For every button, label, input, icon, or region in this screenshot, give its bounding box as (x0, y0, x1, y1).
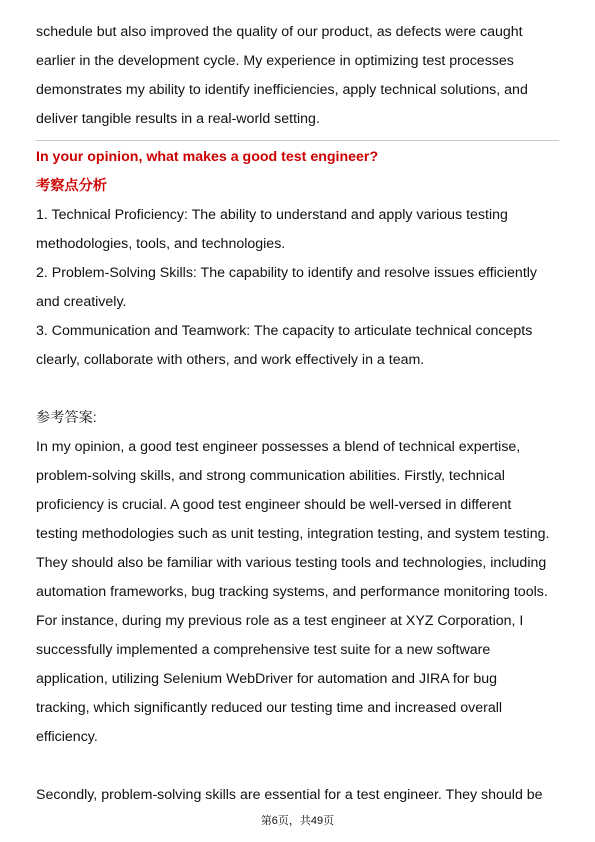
text-line: deliver tangible results in a real-world setting. (36, 111, 320, 127)
text-line: schedule but also improved the quality of our product, as defects were caught (36, 24, 523, 40)
text-line: earlier in the development cycle. My experience in optimizing test processes (36, 53, 514, 69)
text-line: Secondly, problem-solving skills are essential for a test engineer. They should be (36, 787, 543, 803)
analysis-points (36, 201, 560, 375)
question-heading: In your opinion, what makes a good test engineer? (36, 149, 379, 165)
intro-paragraph (36, 18, 560, 134)
spacer (36, 375, 560, 404)
text-line: testing methodologies such as unit testing, integration testing, and system testing. (36, 526, 550, 542)
analysis-heading: 考察点分析 (36, 178, 107, 194)
text-line: In my opinion, a good test engineer possesses a blend of technical expertise, (36, 439, 521, 455)
text-line: and creatively. (36, 294, 127, 310)
text-line: 1. Technical Proficiency: The ability to understand and apply various testing (36, 207, 508, 223)
page-content (36, 18, 560, 810)
text-line: efficiency. (36, 729, 98, 745)
text-line: 3. Communication and Teamwork: The capacity to articulate technical concepts (36, 323, 533, 339)
spacer (36, 752, 560, 781)
section-divider (36, 140, 559, 141)
text-line: proficiency is crucial. A good test engineer should be well-versed in different (36, 497, 512, 513)
text-line: problem-solving skills, and strong communication abilities. Firstly, technical (36, 468, 505, 484)
text-line: clearly, collaborate with others, and work effectively in a team. (36, 352, 425, 368)
answer-paragraph-1 (36, 433, 560, 752)
text-line: tracking, which significantly reduced our testing time and increased overall (36, 700, 503, 716)
text-line: demonstrates my ability to identify inefficiencies, apply technical solutions, and (36, 82, 528, 98)
text-line: application, utilizing Selenium WebDriver for automation and JIRA for bug (36, 671, 498, 687)
answer-heading: 参考答案: (36, 410, 97, 426)
text-line: For instance, during my previous role as a test engineer at XYZ Corporation, I (36, 613, 524, 629)
page-footer: 第6页，共49页 (260, 815, 335, 827)
answer-paragraph-2 (36, 781, 560, 810)
text-line: They should also be familiar with various testing tools and technologies, including (36, 555, 547, 571)
text-line: successfully implemented a comprehensive test suite for a new software (36, 642, 491, 658)
text-line: 2. Problem-Solving Skills: The capability to identify and resolve issues efficiently (36, 265, 538, 281)
text-line: automation frameworks, bug tracking systems, and performance monitoring tools. (36, 584, 548, 600)
text-line: methodologies, tools, and technologies. (36, 236, 286, 252)
